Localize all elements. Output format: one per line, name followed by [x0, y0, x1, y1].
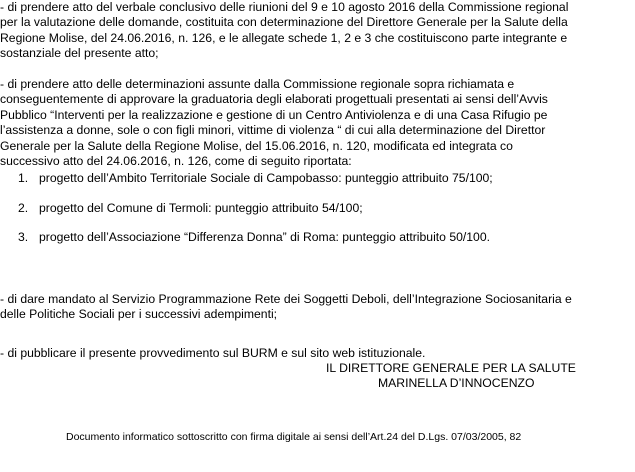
text-line: successivo atto del 24.06.2016, n. 126, come di seguito riportata:: [0, 154, 352, 168]
text-line: Pubblico “Interventi per la realizzazione e gestione di un Centro Antiviolenza e di una Casa Rifugio pe: [0, 108, 548, 122]
footer-note: Documento informatico sottoscritto con firma digitale ai sensi dell’Art.24 del D.Lgs. 07/03/2005, 82: [66, 431, 522, 443]
signature-name: MARINELLA D’INNOCENZO: [378, 376, 535, 390]
list-text: progetto dell’Associazione “Differenza Donna” di Roma: punteggio attribuito 50/100.: [39, 230, 490, 244]
paragraph-4: - di pubblicare il presente provvedimento sul BURM e sul sito web istituzionale.: [0, 346, 426, 360]
text-line: - di prendere atto delle determinazioni assunte dalla Commissione regionale sopra richiamata e: [0, 77, 515, 91]
signature-title: IL DIRETTORE GENERALE PER LA SALUTE: [326, 361, 576, 375]
list-item: [18, 201, 363, 215]
text-line: l’assistenza a donne, sole o con figli minori, vittime di violenza “ di cui alla determinazione del Direttor: [0, 123, 546, 137]
text-line: conseguentemente di approvare la graduatoria degli elaborati progettuali presentati ai sensi dell’Avvis: [0, 92, 548, 106]
text-line: Regione Molise, del 24.06.2016, n. 126, e le allegate schede 1, 2 e 3 che costituiscono parte integrante e: [0, 31, 568, 45]
text-line: - di prendere atto del verbale conclusivo delle riunioni del 9 e 10 agosto 2016 della Commissione regional: [0, 0, 569, 14]
text-line: delle Politiche Sociali per i successivi adempimenti;: [0, 307, 278, 321]
list-item: [18, 230, 490, 244]
list-text: progetto del Comune di Termoli: punteggio attribuito 54/100;: [39, 201, 363, 215]
list-number: 1.: [18, 171, 29, 185]
text-line: sostanziale del presente atto;: [0, 46, 159, 60]
text-line: per la valutazione delle domande, costituita con determinazione del Direttore Generale per la Salute della: [0, 15, 568, 29]
list-item: [18, 171, 493, 185]
list-text: progetto dell’Ambito Territoriale Sociale di Campobasso: punteggio attribuito 75/100;: [39, 171, 493, 185]
list-number: 3.: [18, 230, 29, 244]
list-number: 2.: [18, 201, 29, 215]
text-line: - di dare mandato al Servizio Programmazione Rete dei Soggetti Deboli, dell’Integrazione Sociosanitaria e: [0, 292, 572, 306]
text-line: Generale per la Salute della Regione Molise, del 15.06.2016, n. 120, modificata ed integrata co: [0, 139, 513, 153]
